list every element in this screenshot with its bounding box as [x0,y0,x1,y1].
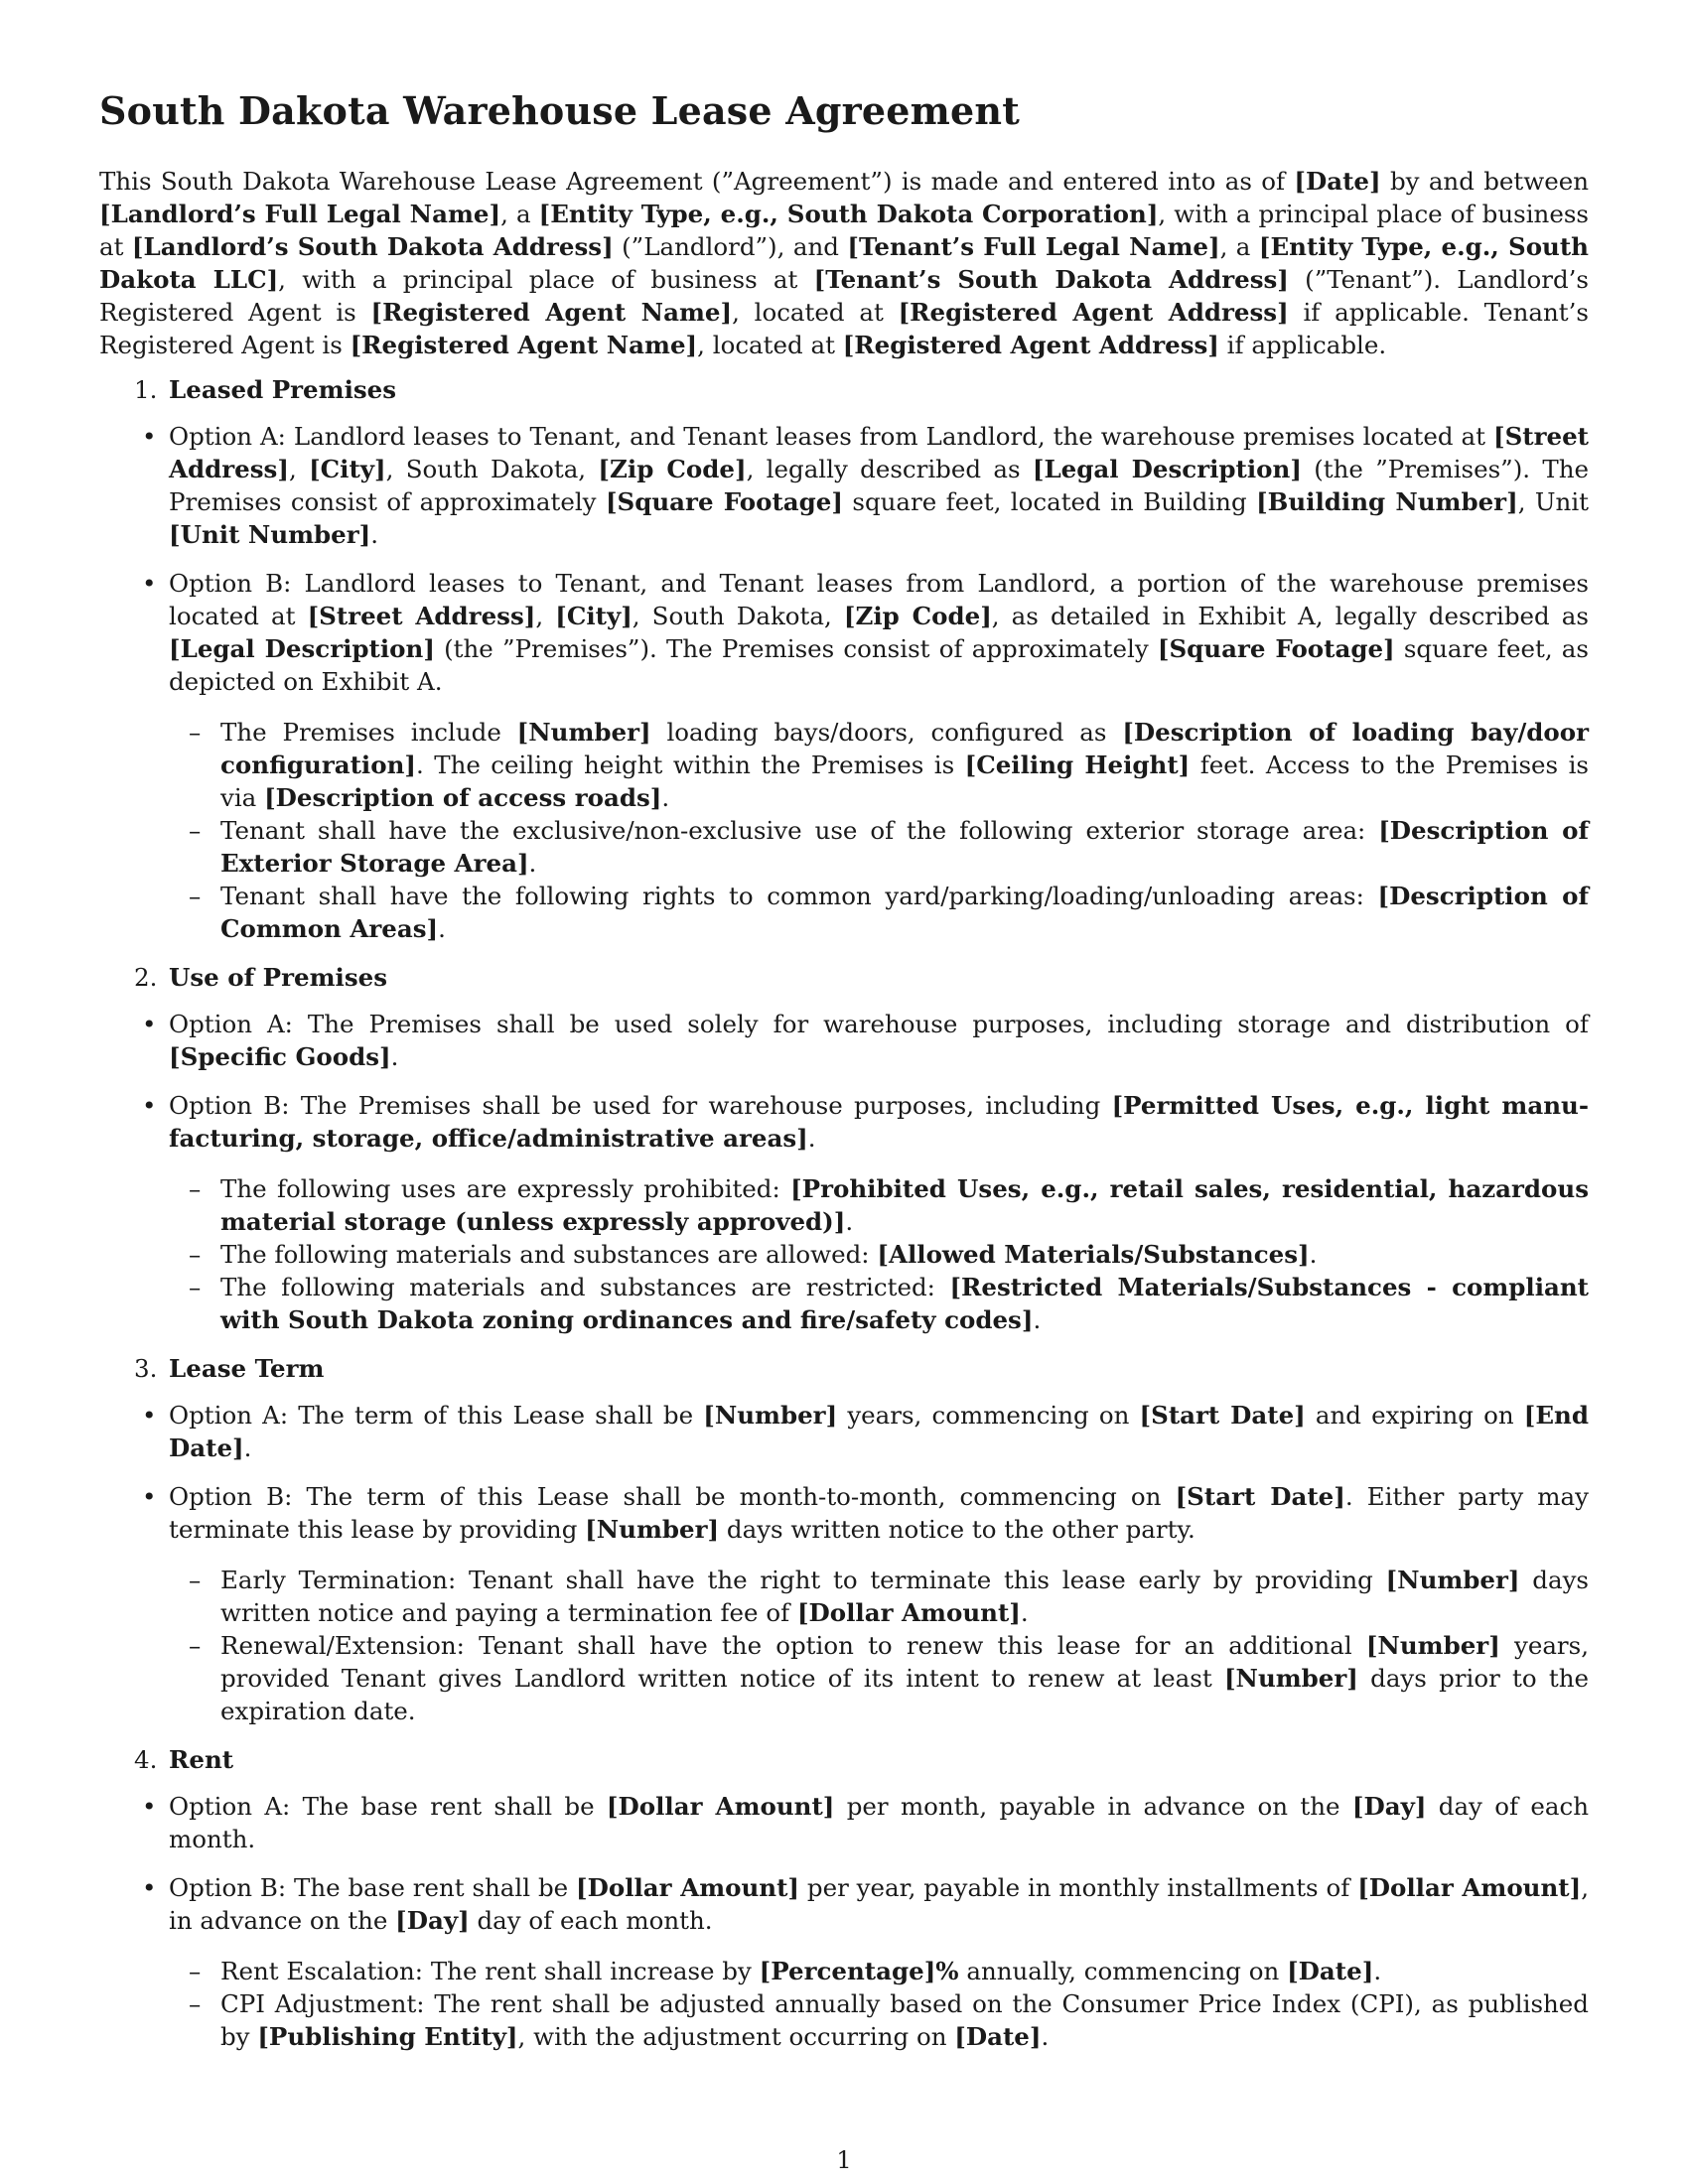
text-run: . Either party may terminate this lease by providing [169,1482,1589,1544]
placeholder-field: [Building Number] [1256,487,1518,516]
text-run: days written notice to the other party. [719,1515,1196,1544]
text-run: , with a principal place of business at [99,200,1589,261]
text-run: This South Dakota Warehouse Lease Agreement (”Agreement”) is made and entered into as of [99,167,1295,196]
option-item [109,1399,1589,1464]
text-run: , a [500,200,539,228]
text-run: years, provided Tenant gives Landlord written notice of its intent to renew at least [220,1631,1589,1693]
placeholder-field: [Registered Agent Address] [842,331,1219,359]
placeholder-field: [Number] [585,1515,720,1544]
sub-item-list [169,1564,1589,1727]
text-run: CPI Adjustment: The rent shall be adjusted annually based on the Consumer Price Index (CPI), as published by [220,1989,1589,2051]
placeholder-field: [Start Date] [1175,1482,1345,1511]
placeholder-field: [Legal Description] [1032,455,1302,483]
sub-item [169,1629,1589,1727]
text-run: Option A: The Premises shall be used solely for warehouse purposes, including storage and distribution of [169,1010,1589,1038]
section-number: 2. [134,963,158,992]
placeholder-field: [Number] [1385,1566,1520,1594]
bullet-icon: • [142,422,157,451]
text-run: Option B: Landlord leases to Tenant, and Tenant leases from Landlord, a portion of the warehouse premises located at [169,569,1589,630]
placeholder-field: [Entity Type, e.g., South Dakota LLC] [99,232,1589,294]
text-run: loading bays/doors, configured as [650,718,1123,747]
dash-icon: – [189,1240,202,1269]
placeholder-field: [Day] [395,1906,470,1935]
sub-item [169,1987,1589,2053]
text-run: and expiring on [1305,1401,1524,1430]
text-run: Early Termination: Tenant shall have the right to terminate this lease early by providing [220,1566,1386,1594]
text-run: square feet, located in Building [842,487,1257,516]
section-item [99,961,1589,1336]
placeholder-field: [Number] [1223,1664,1358,1693]
section-item [99,1743,1589,2053]
sub-item [169,1172,1589,1238]
text-run: , in advance on the [169,1873,1589,1935]
section-title: Use of Premises [169,963,388,992]
text-run: . [243,1433,252,1462]
text-run: The following materials and substances are allowed: [220,1240,878,1269]
sub-item-list [169,1955,1589,2053]
placeholder-field: [Prohibited Uses, e.g., retail sales, residential, hazardous material storage (unless expressly approved)] [220,1174,1589,1236]
placeholder-field: [Unit Number] [169,520,371,549]
text-run: , legally described as [746,455,1033,483]
text-run: . [390,1042,399,1071]
text-run: , with a principal place of business at [278,265,814,294]
text-run: days written notice and paying a termination fee of [220,1566,1589,1627]
text-run: if applicable. Tenant’s Registered Agent is [99,298,1590,359]
dash-icon: – [189,718,202,747]
text-run: per month, payable in advance on the [834,1792,1352,1821]
placeholder-field: [Square Footage] [605,487,843,516]
option-list [142,1399,1589,1727]
text-run: if applicable. [1218,331,1387,359]
text-run: day of each month. [169,1792,1589,1853]
dash-icon: – [189,1273,202,1301]
text-run: years, commencing on [837,1401,1140,1430]
text-run: Option A: Landlord leases to Tenant, and Tenant leases from Landlord, the warehouse premises located at [169,422,1493,451]
text-run: , with the adjustment occurring on [517,2022,955,2051]
placeholder-field: [City] [555,602,633,630]
dash-icon: – [189,882,202,910]
placeholder-field: [Registered Agent Address] [898,298,1289,327]
placeholder-field: [Dollar Amount] [1357,1873,1582,1902]
placeholder-field: [Allowed Materials/Substances] [877,1240,1310,1269]
placeholder-field: [Percentage]% [759,1957,959,1985]
placeholder-field: [Specific Goods] [169,1042,391,1071]
text-run: , located at [697,331,843,359]
option-list [142,1790,1589,2053]
dash-icon: – [189,816,202,845]
section-title: Lease Term [169,1354,325,1383]
text-run: annually, commencing on [958,1957,1288,1985]
placeholder-field: [Ceiling Height] [964,751,1191,779]
text-run: The Premises include [220,718,517,747]
placeholder-field: [Restricted Materials/Substances - compliant with South Dakota zoning ordinances and fire/safety codes] [220,1273,1590,1334]
section-item [99,1352,1589,1727]
sub-item [169,1564,1589,1629]
placeholder-field: [Number] [1365,1631,1500,1660]
bullet-icon: • [142,1010,157,1038]
text-run: The following uses are expressly prohibited: [220,1174,791,1203]
text-run: . [1373,1957,1382,1985]
dash-icon: – [189,1957,202,1985]
document-page [99,87,1589,2069]
text-run: per year, payable in monthly installments of [799,1873,1358,1902]
placeholder-field: [Date] [954,2022,1042,2051]
text-run: (”Tenant”). Landlord’s Registered Agent is [99,265,1589,327]
dash-icon: – [189,1566,202,1594]
placeholder-field: [End Date] [169,1401,1589,1462]
sub-item [169,1238,1589,1271]
section-title: Leased Premises [169,375,397,404]
placeholder-field: [Date] [1287,1957,1374,1985]
text-run: by and between [1380,167,1589,196]
text-run: Option B: The term of this Lease shall be month-to-month, commencing on [169,1482,1176,1511]
placeholder-field: [Day] [1351,1792,1427,1821]
option-item [109,1008,1589,1073]
text-run: days prior to the expiration date. [220,1664,1589,1725]
text-run: , [535,602,556,630]
placeholder-field: [Street Address] [169,422,1589,483]
option-item [109,1790,1589,1855]
section-number: 3. [134,1354,158,1383]
text-run: . The ceiling height within the Premises is [415,751,965,779]
text-run: . [1309,1240,1318,1269]
text-run: Tenant shall have the following rights to common yard/parking/loading/unloading areas: [220,882,1378,910]
placeholder-field: [Street Address] [307,602,536,630]
sub-item [169,1271,1589,1336]
placeholder-field: [Permitted Uses, e.g., light manufacturing, storage, office/administrative areas] [169,1091,1590,1153]
option-list [142,420,1590,945]
text-run: Rent Escalation: The rent shall increase by [220,1957,760,1985]
placeholder-field: [Registered Agent Name] [370,298,733,327]
text-run: (the ”Premises”). The Premises consist of approximately [169,455,1589,516]
placeholder-field: [Description of Exterior Storage Area] [220,816,1589,878]
text-run: , Unit [1517,487,1590,516]
bullet-icon: • [142,1091,157,1120]
placeholder-field: [Zip Code] [598,455,747,483]
text-run: (”Landlord”), and [613,232,848,261]
placeholder-field: [Publishing Entity] [257,2022,518,2051]
placeholder-field: [Tenant’s South Dakota Address] [813,265,1289,294]
placeholder-field: [Number] [516,718,651,747]
section-list [99,373,1589,2053]
option-item [109,1480,1589,1727]
sub-item [169,814,1589,880]
placeholder-field: [Zip Code] [843,602,992,630]
text-run: Option B: The Premises shall be used for warehouse purposes, including [169,1091,1112,1120]
bullet-icon: • [142,1792,157,1821]
text-run: Renewal/Extension: Tenant shall have the option to renew this lease for an additional [220,1631,1366,1660]
placeholder-field: [Legal Description] [169,634,435,663]
placeholder-field: [Start Date] [1139,1401,1306,1430]
placeholder-field: [Description of Common Areas] [220,882,1589,943]
sub-item-list [169,1172,1589,1336]
text-run: . [845,1207,854,1236]
bullet-icon: • [142,1482,157,1511]
text-run: (the ”Premises”). The Premises consist of approximately [434,634,1158,663]
sub-item [169,716,1589,814]
option-item [109,567,1589,945]
placeholder-field: [Dollar Amount] [576,1873,800,1902]
text-run: . [1020,1598,1029,1627]
text-run: The following materials and substances are restricted: [220,1273,950,1301]
placeholder-field: [Dollar Amount] [606,1792,835,1821]
section-number: 4. [134,1745,158,1774]
placeholder-field: [Description of access roads] [264,783,662,812]
text-run: square feet, as depicted on Exhibit A. [169,634,1589,696]
placeholder-field: [Entity Type, e.g., South Dakota Corporation] [538,200,1159,228]
text-run: . [1033,1305,1042,1334]
placeholder-field: [Tenant’s Full Legal Name] [847,232,1220,261]
intro-paragraph [99,165,1589,361]
text-run: , as detailed in Exhibit A, legally described as [991,602,1589,630]
text-run: feet. Access to the Premises is via [220,751,1589,812]
option-item [109,420,1589,551]
text-run: Option B: The base rent shall be [169,1873,577,1902]
text-run: Tenant shall have the exclusive/non-exclusive use of the following exterior storage area: [220,816,1379,845]
text-run: . [807,1124,816,1153]
bullet-icon: • [142,569,157,598]
section-item [99,373,1589,945]
dash-icon: – [189,1631,202,1660]
bullet-icon: • [142,1401,157,1430]
text-run: . [438,914,446,943]
placeholder-field: [City] [309,455,386,483]
placeholder-field: [Square Footage] [1157,634,1395,663]
placeholder-field: [Landlord’s Full Legal Name] [99,200,501,228]
placeholder-field: [Registered Agent Name] [350,331,698,359]
document-title: South Dakota Warehouse Lease Agreement [99,88,1020,133]
text-run: . [661,783,670,812]
text-run: , a [1219,232,1259,261]
text-run: , South Dakota, [385,455,599,483]
option-item [109,1871,1589,2053]
page-number: 1 [836,2146,852,2174]
text-run: . [1041,2022,1050,2051]
bullet-icon: • [142,1873,157,1902]
placeholder-field: [Description of loading bay/door configuration] [220,718,1589,779]
text-run: day of each month. [469,1906,713,1935]
sub-item [169,880,1589,945]
text-run: , [288,455,310,483]
placeholder-field: [Landlord’s South Dakota Address] [131,232,614,261]
placeholder-field: [Dollar Amount] [796,1598,1021,1627]
placeholder-field: [Date] [1294,167,1381,196]
dash-icon: – [189,1174,202,1203]
text-run: , located at [732,298,899,327]
text-run: Option A: The term of this Lease shall be [169,1401,704,1430]
text-run: , South Dakota, [632,602,844,630]
text-run: . [370,520,379,549]
option-list [142,1008,1590,1336]
sub-item [169,1955,1589,1987]
section-title: Rent [169,1745,234,1774]
option-item [109,1089,1589,1336]
sub-item-list [169,716,1589,945]
dash-icon: – [189,1989,202,2018]
text-run: . [528,849,537,878]
section-number: 1. [134,375,158,404]
text-run: Option A: The base rent shall be [169,1792,607,1821]
placeholder-field: [Number] [703,1401,838,1430]
